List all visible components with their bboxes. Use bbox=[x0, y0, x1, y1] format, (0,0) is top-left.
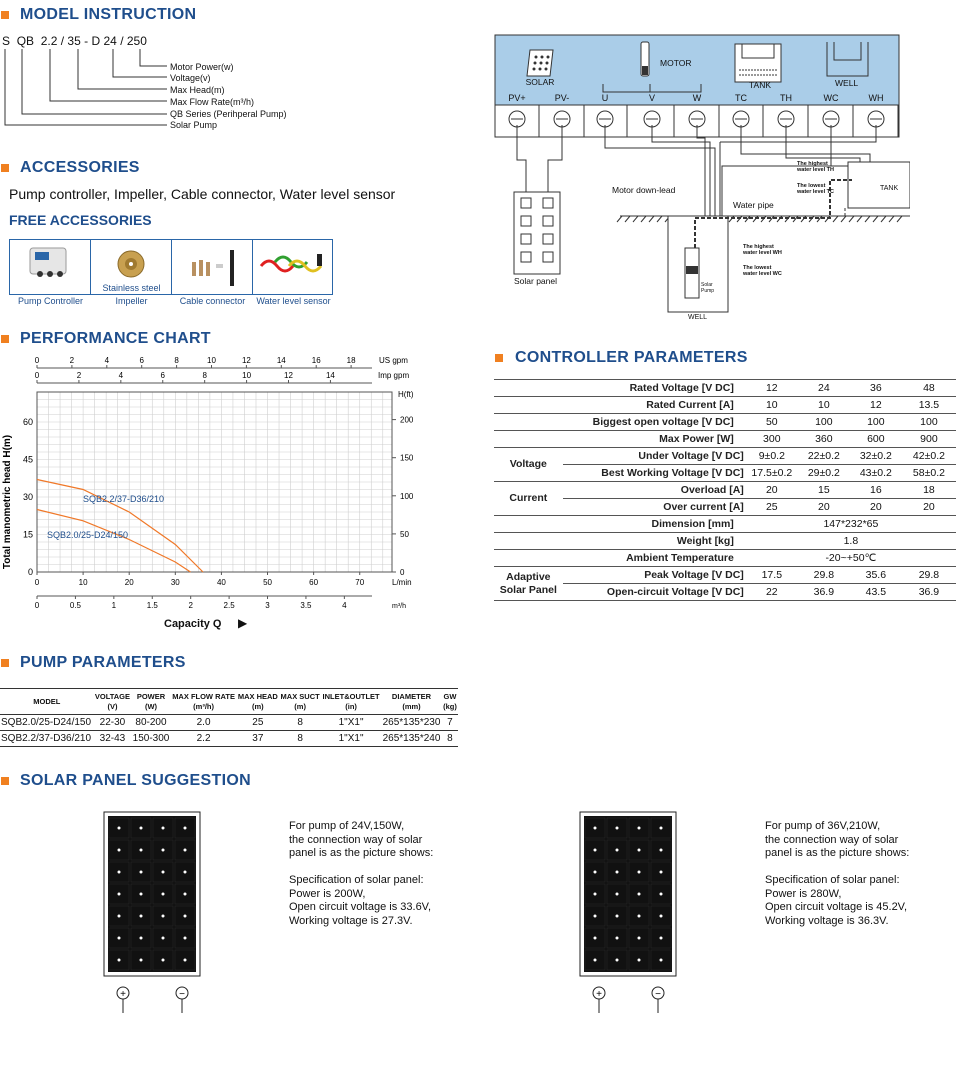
table-cell: 22 bbox=[746, 584, 798, 601]
code-part: 250 bbox=[126, 34, 147, 48]
terminal-label: PV+ bbox=[508, 93, 526, 103]
table-cell: 32±0.2 bbox=[850, 448, 902, 465]
section-title-controller: CONTROLLER PARAMETERS bbox=[515, 349, 748, 366]
table-cell: 16 bbox=[850, 482, 902, 499]
table-cell: Open-circuit Voltage [V DC] bbox=[563, 584, 746, 601]
x-tick-label: 10 bbox=[78, 578, 88, 587]
code-part: / bbox=[60, 34, 65, 48]
top-impgpm-tick: 12 bbox=[284, 371, 293, 380]
impeller-note: Stainless steel bbox=[102, 283, 161, 293]
table-cell: 20 bbox=[902, 499, 956, 516]
top-impgpm-tick: 8 bbox=[202, 371, 207, 380]
wh-label: The highest water level WH bbox=[743, 244, 782, 256]
accessory-label: Impeller bbox=[115, 296, 148, 306]
table-row bbox=[494, 431, 956, 448]
table-cell: 29±0.2 bbox=[798, 465, 850, 482]
solar-panel-label: Solar panel bbox=[514, 276, 558, 286]
x-tick-label: 30 bbox=[170, 578, 180, 587]
x-tick-label: 70 bbox=[355, 578, 365, 587]
table-cell: 1.8 bbox=[746, 533, 956, 550]
svg-text:+: + bbox=[596, 989, 602, 1000]
solar-icon bbox=[527, 50, 553, 76]
water-pipe-label: Water pipe bbox=[733, 200, 774, 210]
table-cell: 265*135*230 bbox=[381, 715, 442, 731]
top-usgpm-tick: 0 bbox=[34, 356, 40, 365]
free-accessories-title: FREE ACCESSORIES bbox=[9, 212, 152, 228]
table-cell: 147*232*65 bbox=[746, 516, 956, 533]
table-cell: 2.0 bbox=[171, 715, 237, 731]
well-group-label: WELL bbox=[835, 78, 859, 88]
top-impgpm-tick: 10 bbox=[242, 371, 252, 380]
solar-right-text: For pump of 36V,210W, the connection way of solar panel is as the picture shows: Specification of solar panel: Power is 280W, Open circuit voltage is 45.2V, Working voltage is 36.3V. bbox=[765, 820, 910, 927]
x-axis-unit: L/min bbox=[392, 578, 412, 587]
code-part: 35 bbox=[67, 34, 81, 48]
column-header: MODEL bbox=[0, 689, 94, 715]
section-bullet bbox=[1, 659, 9, 667]
table-cell: Under Voltage [V DC] bbox=[563, 448, 746, 465]
x2-tick-label: 3.5 bbox=[300, 601, 312, 610]
legend-voltage: Voltage(v) bbox=[170, 73, 211, 83]
tank-icon bbox=[735, 44, 781, 82]
top-impgpm-tick: 0 bbox=[34, 371, 40, 380]
section-title-performance: PERFORMANCE CHART bbox=[20, 330, 211, 347]
table-cell: 1"X1" bbox=[321, 731, 381, 747]
x-tick-label: 20 bbox=[124, 578, 134, 587]
column-header: INLET&OUTLET (in) bbox=[321, 689, 381, 715]
table-cell: -20~+50℃ bbox=[746, 550, 956, 567]
legend-solar-pump: Solar Pump bbox=[170, 120, 218, 130]
controller-icon bbox=[10, 240, 91, 294]
terminal-label: TH bbox=[780, 93, 792, 103]
right-tick-label: 200 bbox=[400, 415, 414, 425]
motor-group-label: MOTOR bbox=[660, 58, 692, 68]
table-row bbox=[494, 414, 956, 431]
table-cell: SQB2.0/25-D24/150 bbox=[0, 715, 94, 731]
top-usgpm-unit: US gpm bbox=[379, 356, 408, 365]
table-cell: Voltage bbox=[494, 448, 563, 482]
top-impgpm-unit: Imp gpm bbox=[378, 371, 410, 380]
performance-chart bbox=[0, 352, 440, 642]
x2-tick-label: 4 bbox=[342, 601, 347, 610]
table-cell: Biggest open voltage [V DC] bbox=[494, 414, 746, 431]
table-cell: 22-30 bbox=[94, 715, 132, 731]
th-label: The highest water level TH bbox=[797, 161, 834, 173]
code-part: QB bbox=[16, 34, 35, 48]
table-cell: 25 bbox=[746, 499, 798, 516]
y-tick-label: 30 bbox=[22, 492, 33, 502]
table-cell: 25 bbox=[237, 715, 280, 731]
svg-text:+: + bbox=[120, 989, 126, 1000]
table-cell: Current bbox=[494, 482, 563, 516]
table-cell: 8 bbox=[442, 731, 458, 747]
cable-icon bbox=[172, 240, 253, 294]
table-row bbox=[494, 465, 956, 482]
table-cell: 36 bbox=[850, 380, 902, 397]
table-cell: Overload [A] bbox=[563, 482, 746, 499]
legend-series: QB Series (Perihperal Pump) bbox=[170, 109, 287, 119]
section-bullet bbox=[1, 11, 9, 19]
accessory-label: Water level sensor bbox=[256, 296, 331, 306]
table-cell: 20 bbox=[746, 482, 798, 499]
table-row bbox=[494, 499, 956, 516]
code-part: 2.2 bbox=[40, 34, 58, 48]
top-usgpm-tick: 16 bbox=[311, 356, 321, 365]
table-cell: 100 bbox=[798, 414, 850, 431]
x-tick-label: 50 bbox=[263, 578, 272, 587]
top-usgpm-tick: 8 bbox=[174, 356, 179, 365]
top-usgpm-tick: 18 bbox=[346, 356, 356, 365]
x2-tick-label: 0.5 bbox=[69, 601, 81, 610]
table-cell: Peak Voltage [V DC] bbox=[563, 567, 746, 584]
tank-group-label: TANK bbox=[749, 80, 772, 90]
sensor-icon bbox=[253, 240, 334, 294]
solar-panel-right bbox=[576, 810, 686, 1020]
accessory-label: Cable connector bbox=[179, 296, 246, 306]
terminal-label: W bbox=[692, 93, 702, 103]
table-row bbox=[494, 482, 956, 499]
code-part: / bbox=[120, 34, 124, 48]
table-cell: 100 bbox=[850, 414, 902, 431]
table-cell: 10 bbox=[746, 397, 798, 414]
section-bullet bbox=[495, 354, 503, 362]
x2-tick-label: 2 bbox=[188, 601, 193, 610]
well-label: WELL bbox=[688, 314, 708, 321]
y-tick-label: 15 bbox=[22, 529, 33, 540]
code-part: D bbox=[91, 34, 101, 48]
section-title-model: MODEL INSTRUCTION bbox=[20, 6, 197, 23]
table-cell: 37 bbox=[237, 731, 280, 747]
accessory-controller bbox=[10, 240, 91, 306]
svg-text:−: − bbox=[655, 989, 661, 1000]
chart-xlabel: Capacity Q bbox=[164, 618, 222, 630]
table-cell: Best Working Voltage [V DC] bbox=[563, 465, 746, 482]
terminal-label: U bbox=[601, 93, 609, 103]
y-tick-label: 60 bbox=[22, 417, 33, 427]
table-cell: 36.9 bbox=[902, 584, 956, 601]
top-usgpm-tick: 6 bbox=[139, 356, 144, 365]
table-cell: Rated Voltage [V DC] bbox=[494, 380, 746, 397]
table-cell: 36.9 bbox=[798, 584, 850, 601]
table-cell: 600 bbox=[850, 431, 902, 448]
accessory-label: Pump Controller bbox=[17, 296, 84, 306]
table-cell: 43.5 bbox=[850, 584, 902, 601]
column-header: DIAMETER (mm) bbox=[381, 689, 442, 715]
table-cell: 9±0.2 bbox=[746, 448, 798, 465]
right-tick-label: 0 bbox=[400, 568, 405, 577]
top-usgpm-tick: 2 bbox=[69, 356, 75, 365]
arrow-right-icon: ▶ bbox=[238, 616, 248, 630]
table-cell: 13.5 bbox=[902, 397, 956, 414]
table-cell: 29.8 bbox=[902, 567, 956, 584]
tank-label: TANK bbox=[880, 185, 899, 192]
accessory-cable bbox=[172, 240, 253, 306]
wc-label: The lowest water level WC bbox=[743, 265, 782, 277]
table-cell: 100 bbox=[902, 414, 956, 431]
table-cell: 900 bbox=[902, 431, 956, 448]
code-part: 24 bbox=[103, 34, 117, 48]
table-cell: 50 bbox=[746, 414, 798, 431]
solar-panel-left bbox=[100, 810, 210, 1020]
table-cell: 58±0.2 bbox=[902, 465, 956, 482]
table-cell: 2.2 bbox=[171, 731, 237, 747]
svg-text:−: − bbox=[179, 989, 185, 1000]
right-axis-unit: H(ft) bbox=[398, 390, 414, 399]
right-tick-label: 100 bbox=[400, 491, 414, 501]
y-tick-label: 45 bbox=[22, 454, 33, 465]
section-bullet bbox=[1, 335, 9, 343]
table-cell: 80-200 bbox=[131, 715, 170, 731]
table-cell: 20 bbox=[798, 499, 850, 516]
accessories-text: Pump controller, Impeller, Cable connector, Water level sensor bbox=[9, 186, 396, 202]
x-tick-label: 0 bbox=[34, 578, 40, 587]
section-bullet bbox=[1, 164, 9, 172]
x-tick-label: 60 bbox=[309, 578, 319, 587]
table-row bbox=[494, 380, 956, 397]
solar-left-text: For pump of 24V,150W, the connection way of solar panel is as the picture shows: Specification of solar panel: Power is 200W, Open circuit voltage is 33.6V, Working voltage is 27.3V. bbox=[289, 820, 434, 927]
x2-tick-label: 3 bbox=[265, 601, 270, 610]
x-tick-label: 40 bbox=[216, 578, 226, 587]
terminal-label: TC bbox=[735, 93, 747, 103]
table-row bbox=[494, 584, 956, 601]
column-header: MAX HEAD (m) bbox=[237, 689, 280, 715]
legend-max-head: Max Head(m) bbox=[170, 85, 225, 95]
top-usgpm-tick: 10 bbox=[207, 356, 216, 365]
table-row bbox=[494, 448, 956, 465]
column-header: MAX FLOW RATE (m³/h) bbox=[171, 689, 237, 715]
legend-max-flow: Max Flow Rate(m³/h) bbox=[170, 97, 255, 107]
section-title-solar: SOLAR PANEL SUGGESTION bbox=[20, 772, 251, 789]
table-cell: 8 bbox=[279, 731, 321, 747]
section-title-accessories: ACCESSORIES bbox=[20, 159, 140, 176]
table-row bbox=[0, 715, 458, 731]
series-label: SQB2.2/37-D36/210 bbox=[83, 494, 165, 504]
code-part: S bbox=[2, 34, 11, 48]
x2-tick-label: 1 bbox=[111, 601, 117, 610]
column-header: GW (kg) bbox=[442, 689, 458, 715]
table-cell: 18 bbox=[902, 482, 956, 499]
table-cell: Rated Current [A] bbox=[494, 397, 746, 414]
x2-axis-unit: m³/h bbox=[392, 603, 406, 610]
table-cell: 43±0.2 bbox=[850, 465, 902, 482]
table-cell: 29.8 bbox=[798, 567, 850, 584]
table-row bbox=[0, 731, 458, 747]
table-cell: Adaptive Solar Panel bbox=[494, 567, 563, 601]
table-cell: 8 bbox=[279, 715, 321, 731]
x2-tick-label: 2.5 bbox=[223, 601, 235, 610]
table-cell: 42±0.2 bbox=[902, 448, 956, 465]
right-tick-label: 150 bbox=[400, 453, 414, 463]
table-cell: SQB2.2/37-D36/210 bbox=[0, 731, 94, 747]
top-impgpm-tick: 6 bbox=[160, 371, 165, 380]
terminal-label: WH bbox=[868, 93, 884, 103]
table-cell: 15 bbox=[798, 482, 850, 499]
table-row bbox=[494, 516, 956, 533]
top-usgpm-tick: 4 bbox=[104, 356, 110, 365]
controller-table bbox=[494, 379, 956, 601]
terminal-label: V bbox=[648, 93, 655, 103]
section-title-pump: PUMP PARAMETERS bbox=[20, 654, 186, 671]
table-cell: 150-300 bbox=[131, 731, 170, 747]
table-cell: 12 bbox=[850, 397, 902, 414]
motor-down-lead-label: Motor down-lead bbox=[612, 185, 676, 195]
accessory-sensor bbox=[253, 240, 334, 306]
table-cell: 7 bbox=[442, 715, 458, 731]
legend-motor-power: Motor Power(w) bbox=[170, 62, 234, 72]
table-cell: 35.6 bbox=[850, 567, 902, 584]
table-cell: 48 bbox=[902, 380, 956, 397]
table-cell: 300 bbox=[746, 431, 798, 448]
top-impgpm-tick: 4 bbox=[118, 371, 124, 380]
table-cell: 12 bbox=[746, 380, 798, 397]
pump-table bbox=[0, 688, 458, 747]
chart-grid bbox=[37, 392, 392, 572]
table-row bbox=[494, 567, 956, 584]
solar-group-label: SOLAR bbox=[525, 77, 555, 87]
chart-ylabel: Total manometric head H(m) bbox=[2, 434, 13, 570]
y-tick-label: 0 bbox=[27, 567, 33, 577]
table-cell: 17.5±0.2 bbox=[746, 465, 798, 482]
table-cell: 1"X1" bbox=[321, 715, 381, 731]
accessory-impeller bbox=[91, 240, 172, 306]
column-header: VOLTAGE (V) bbox=[94, 689, 132, 715]
code-part: - bbox=[84, 34, 89, 48]
table-cell: 20 bbox=[850, 499, 902, 516]
table-cell: Ambient Temperature bbox=[494, 550, 746, 567]
top-usgpm-tick: 12 bbox=[241, 356, 251, 365]
column-header: POWER (W) bbox=[131, 689, 170, 715]
table-cell: 32-43 bbox=[94, 731, 132, 747]
table-row bbox=[494, 397, 956, 414]
terminal-label: WC bbox=[823, 93, 839, 103]
tank bbox=[848, 162, 910, 208]
table-cell: 265*135*240 bbox=[381, 731, 442, 747]
top-impgpm-tick: 2 bbox=[76, 371, 82, 380]
model-code-diagram bbox=[0, 30, 300, 130]
terminal-label: PV- bbox=[554, 93, 570, 103]
x2-tick-label: 0 bbox=[34, 601, 40, 610]
series-label: SQB2.0/25-D24/150 bbox=[47, 530, 129, 540]
x2-tick-label: 1.5 bbox=[146, 601, 158, 610]
section-bullet bbox=[1, 777, 9, 785]
top-impgpm-tick: 14 bbox=[325, 371, 335, 380]
table-cell: 360 bbox=[798, 431, 850, 448]
table-cell: 10 bbox=[798, 397, 850, 414]
top-usgpm-tick: 14 bbox=[276, 356, 286, 365]
table-row bbox=[494, 550, 956, 567]
table-cell: 22±0.2 bbox=[798, 448, 850, 465]
table-cell: Over current [A] bbox=[563, 499, 746, 516]
column-header: MAX SUCT (m) bbox=[279, 689, 321, 715]
table-cell: 24 bbox=[798, 380, 850, 397]
tc-label: The lowest water level TC bbox=[797, 183, 834, 195]
table-row bbox=[494, 533, 956, 550]
table-cell: Dimension [mm] bbox=[494, 516, 746, 533]
right-tick-label: 50 bbox=[400, 529, 409, 539]
table-cell: Weight [kg] bbox=[494, 533, 746, 550]
pump-label: Solar Pump bbox=[701, 282, 715, 294]
table-cell: 17.5 bbox=[746, 567, 798, 584]
table-cell: Max Power [W] bbox=[494, 431, 746, 448]
